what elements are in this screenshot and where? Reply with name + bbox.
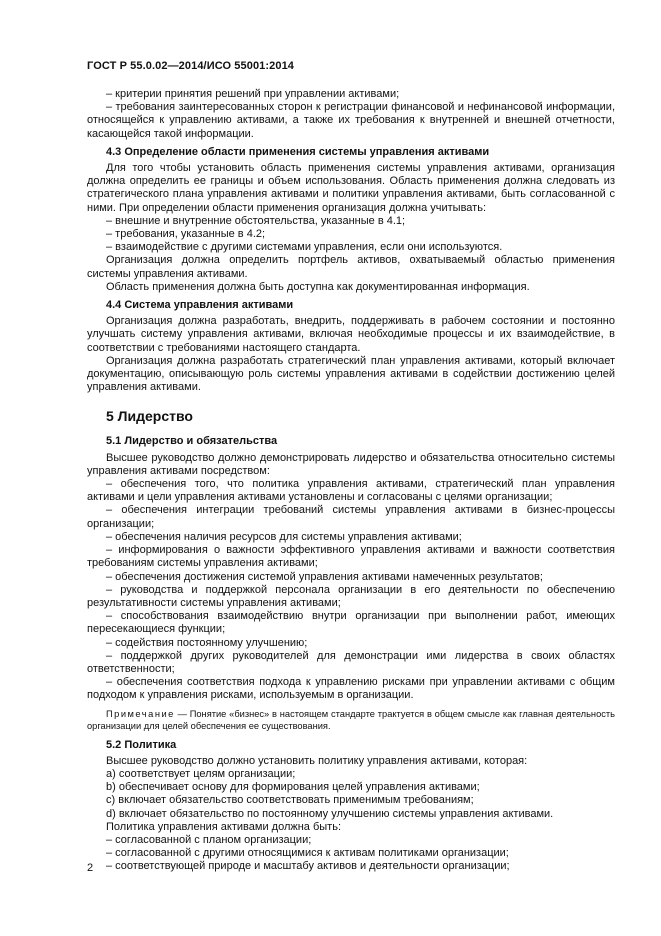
list-item: c) включает обязательство соответствовать применимым требованиям; <box>106 794 474 807</box>
paragraph: Высшее руководство должно установить политику управления активами, которая: <box>106 754 528 767</box>
list-item: d) включает обязательство по постоянному улучшению системы управления активами. <box>106 807 554 820</box>
list-item: – поддержкой других руководителей для демонстрации ими лидерства в своих областях ответственности; <box>87 649 615 675</box>
section-heading-5-1: 5.1 Лидерство и обязательства <box>106 435 278 448</box>
section-heading-5-2: 5.2 Политика <box>106 738 177 751</box>
list-item: – согласованной с планом организации; <box>106 833 312 846</box>
list-item: – обеспечения того, что политика управления активами, стратегический план управления активами и цели управления активами установлены и согласованы с целями организации; <box>87 478 615 504</box>
list-item: a) соответствует целям организации; <box>106 767 296 780</box>
list-item: – обеспечения достижения системой управления активами намеченных результатов; <box>106 570 543 583</box>
list-item: – руководства и поддержкой персонала организации в его деятельности по обеспечению результативности системы управления активами; <box>87 583 615 609</box>
section-heading-4-3: 4.3 Определение области применения системы управления активами <box>106 145 490 158</box>
list-item: – информирования о важности эффективного управления активами и важности соответствия требованиям системы управления активами; <box>87 544 615 570</box>
page-number: 2 <box>87 862 94 874</box>
list-item: – обеспечения соответствия подхода к управлению рисками при управлении активами с общим подходом к управления рисками, используемым в организации. <box>87 676 615 702</box>
paragraph: Высшее руководство должно демонстрировать лидерство и обязательства относительно системы управления активами посредством: <box>87 451 615 477</box>
section-heading-4-4: 4.4 Система управления активами <box>106 299 294 312</box>
list-item: – содействия постоянному улучшению; <box>106 636 308 649</box>
paragraph: Организация должна разработать стратегический план управления активами, который включает документацию, описывающую роль системы управления активами в содействии достижению целей управления активами. <box>87 354 615 394</box>
list-item: – внешние и внутренние обстоятельства, указанные в 4.1; <box>106 214 406 227</box>
list-item: – обеспечения интеграции требований системы управления активами в бизнес-процессы организации; <box>87 504 615 530</box>
list-item: – критерии принятия решений при управлении активами; <box>106 88 400 100</box>
list-item: – согласованной с другими относящимися к активам политиками организации; <box>106 847 509 860</box>
list-item: – обеспечения наличия ресурсов для системы управления активами; <box>106 530 462 543</box>
section-heading-5: 5 Лидерство <box>106 408 193 425</box>
note-label: Примечание <box>106 708 175 719</box>
list-item: – способствования взаимодействию внутри организации при выполнении работ, имеющих пересекающиеся функции; <box>87 610 615 636</box>
paragraph: Политика управления активами должна быть: <box>106 820 341 833</box>
note <box>87 708 615 732</box>
list-item: – взаимодействие с другими системами управления, если они используются. <box>106 241 503 254</box>
page-body <box>87 88 615 874</box>
list-item: b) обеспечивает основу для формирования целей управления активами; <box>106 781 480 794</box>
paragraph: Организация должна разработать, внедрить, поддерживать в рабочем состоянии и постоянно улучшать систему управления активами, включая необходимые процессы и их взаимодействие, в соответствии с требованиями настоящего стандарта. <box>87 315 615 354</box>
note-text: — Понятие «бизнес» в настоящем стандарте трактуется в общем смысле как главная деятельность организации для целей обеспечения ее существования. <box>87 708 615 731</box>
paragraph: Для того чтобы установить область применения системы управления активами, организация должна определить ее границы и объем использования. Область применения должна следовать из стратегического плана управления активами и политики управления активами, быть согласованной с ними. При определении области применения организация должна учитывать: <box>87 162 615 214</box>
paragraph: Организация должна определить портфель активов, охватываемый областью применения системы управления активами. <box>87 254 615 280</box>
list-item: – соответствующей природе и масштабу активов и деятельности организации; <box>106 860 510 873</box>
list-item: – требования заинтересованных сторон к регистрации финансовой и нефинансовой информации, относящейся к управлению активами, а также их требования к внутренней и внешней отчетности, касающейся такой информации. <box>87 101 615 140</box>
list-item: – требования, указанные в 4.2; <box>106 228 266 241</box>
paragraph: Область применения должна быть доступна как документированная информация. <box>106 280 530 293</box>
running-header: ГОСТ Р 55.0.02—2014/ИСО 55001:2014 <box>87 60 295 72</box>
